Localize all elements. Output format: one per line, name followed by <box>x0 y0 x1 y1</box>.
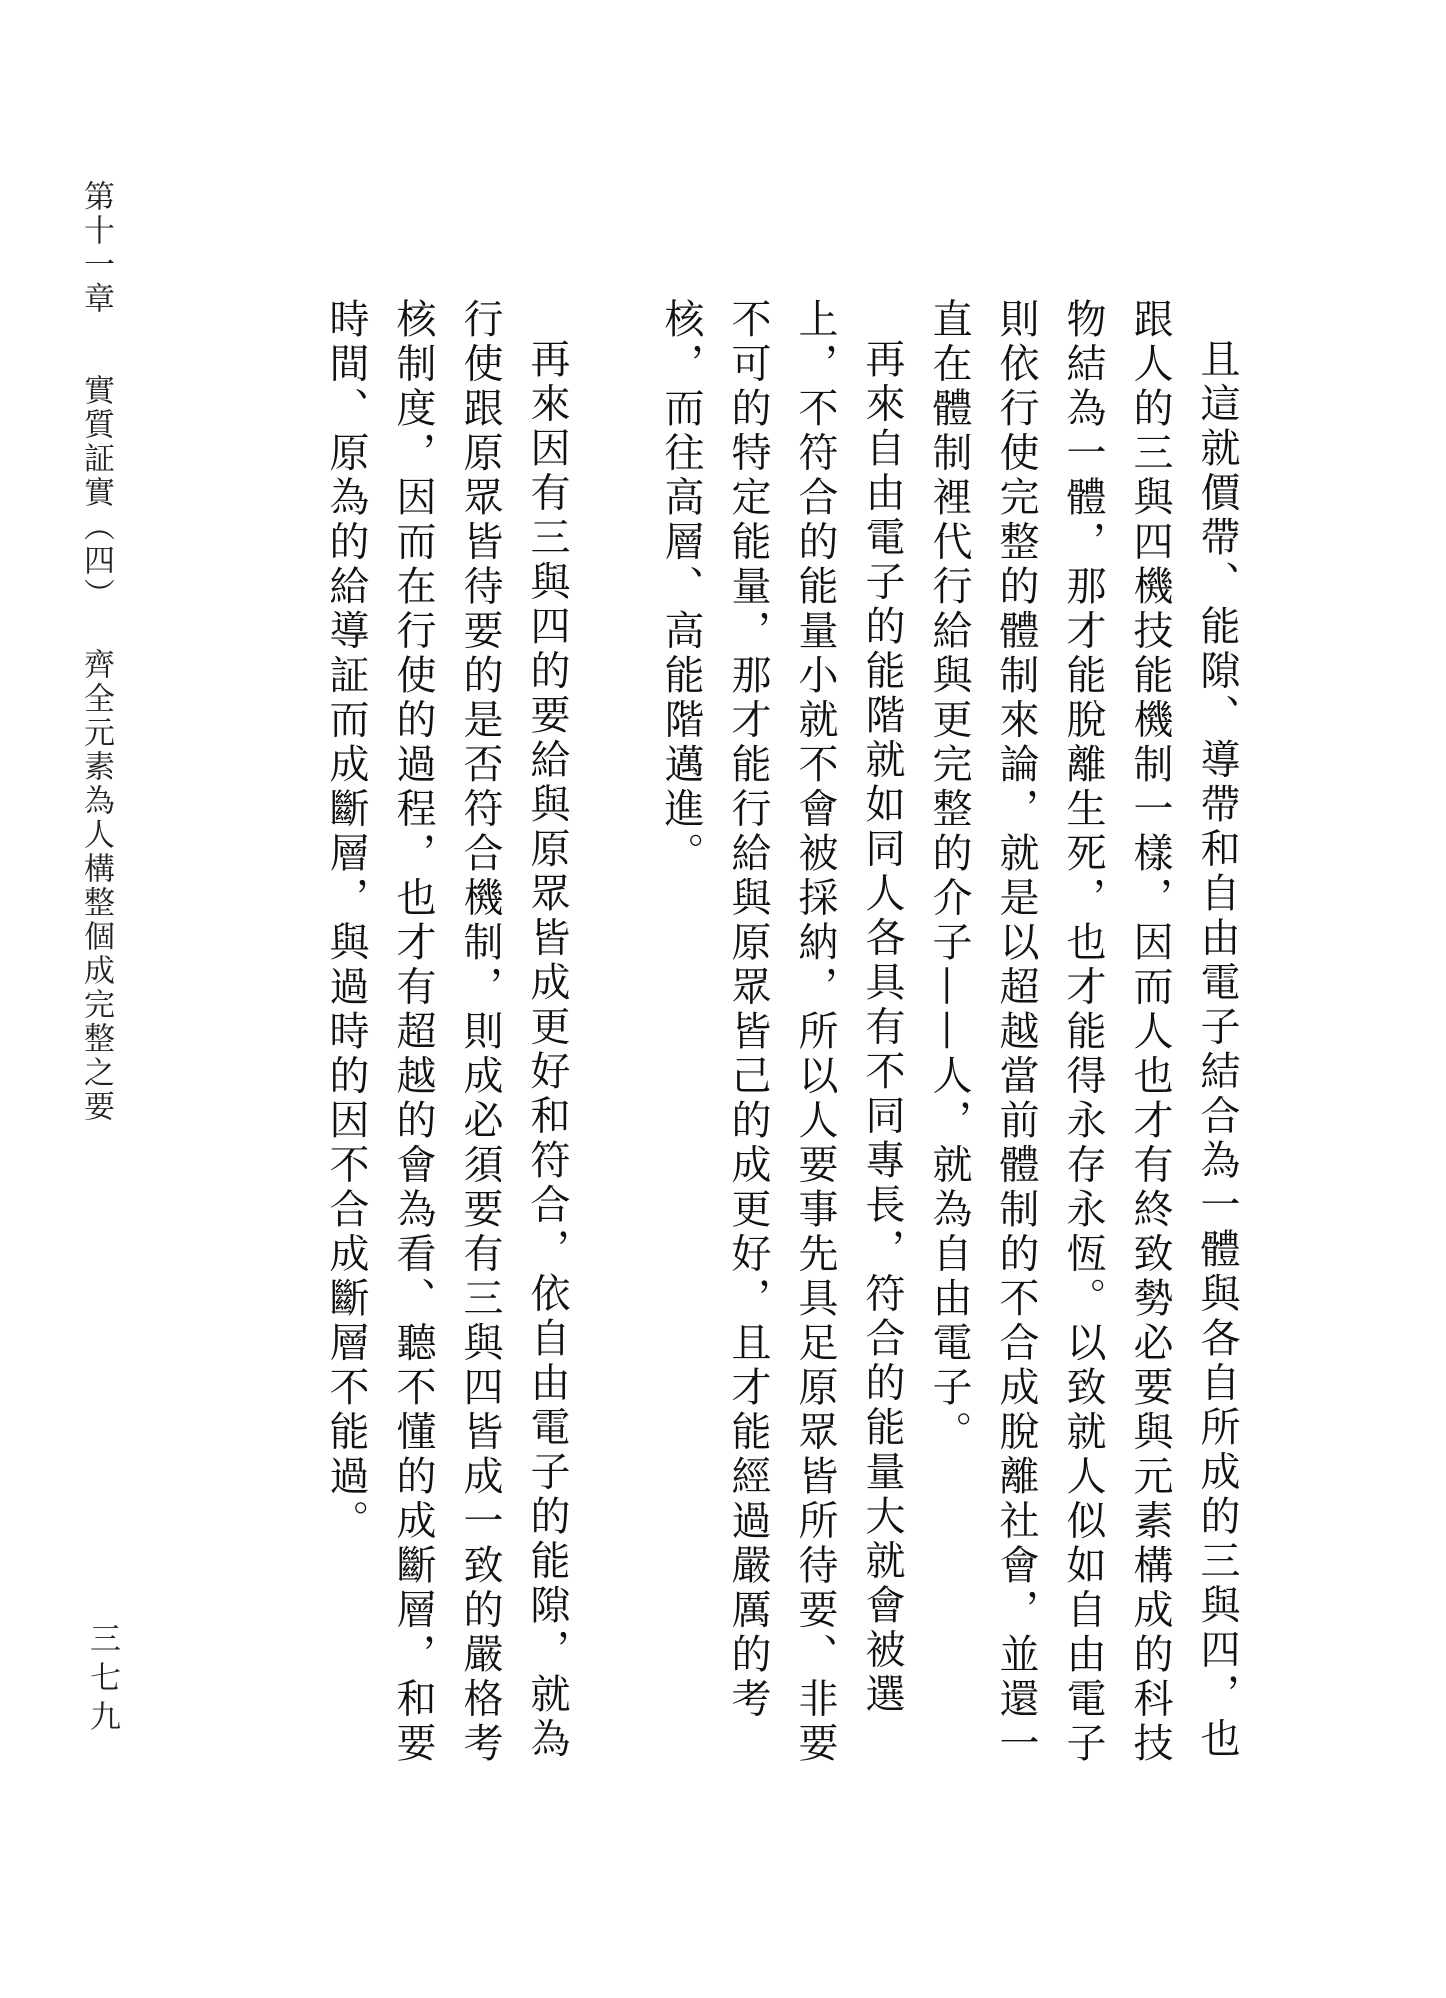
paragraph-2: 再來自由電子的能階就如同人各具有不同專長，符合的能量大就會被選上，不符合的能量小就不會被採納，所以人要事先具足原眾皆所待要、非要不可的特定能量，那才能行給與原眾皆己的成更好，且才能經過嚴厲的考核，而往高層、高能階邁進。 <box>658 298 905 1767</box>
paragraph-1: 且這就價帶、能隙、導帶和自由電子結合為一體與各自所成的三與四，也跟人的三與四機技能機制一樣，因而人也才有終致勢必要與元素構成的科技物結為一體，那才能脫離生死，也才能得永存永恆。以致就人似如自由電子則依行使完整的體制來論，就是以超越當前體制的不合成脫離社會，並還一直在體制裡代行給與更完整的介子——人，就為自由電子。 <box>926 298 1240 1767</box>
running-header <box>76 180 116 1124</box>
body-text <box>250 298 1250 1798</box>
section-subtitle: 齊全元素為人構整個成完整之要 <box>78 648 114 1124</box>
paragraph-3: 再來因有三與四的要給與原眾皆成更好和符合，依自由電子的能隙，就為行使跟原眾皆待要的是否符合機制，則成必須要有三與四皆成一致的嚴格考核制度，因而在行使的過程，也才有超越的會為看、聽不懂的成斷層，和要時間、原為的給導証而成斷層，與過時的因不合成斷層不能過。 <box>323 298 570 1767</box>
chapter-label: 第十一章 <box>78 180 114 316</box>
page-number: 三七九 <box>84 1622 120 1739</box>
section-title: 實質証實（四） <box>78 374 114 612</box>
